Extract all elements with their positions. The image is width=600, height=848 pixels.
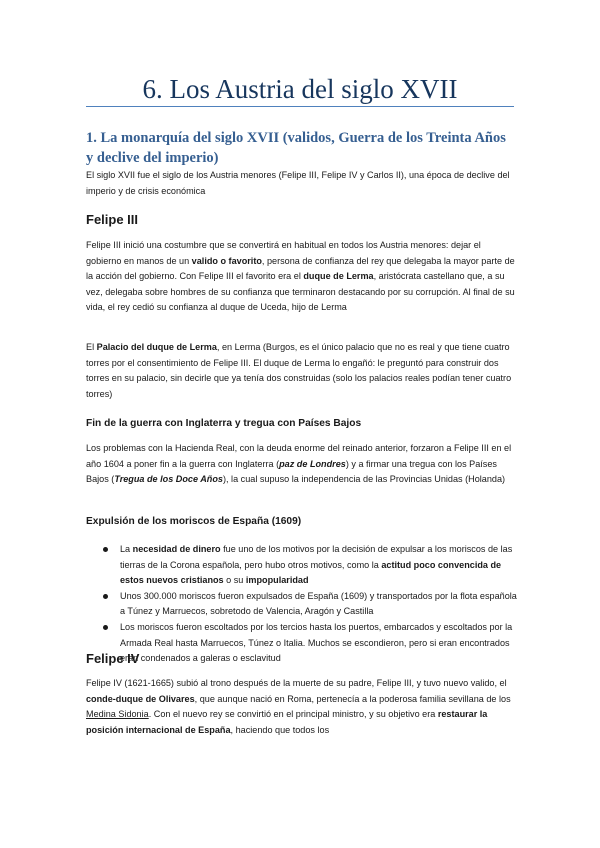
heading-felipe-iii: Felipe III [86, 212, 139, 227]
expulsion-bullet-list [86, 542, 518, 667]
term-palacio-lerma: Palacio del duque de Lerma [96, 342, 217, 352]
heading-fin-guerra: Fin de la guerra con Inglaterra y tregua con Países Bajos [86, 418, 362, 429]
paragraph-felipe-iv: Felipe IV (1621-1665) subió al trono después de la muerte de su padre, Felipe III, y tuvo nuevo valido, el conde-duque de Olivares, que aunque nació en Roma, pertenecía a la poderosa familia sevillana de los Medina Sidonia. Con el nuevo rey se convirtió en el principal ministro, y su objetivo era restaurar la posición internacional de España, haciendo que todos los [86, 678, 511, 735]
paragraph-fin-guerra: Los problemas con la Hacienda Real, con la deuda enorme del reinado anterior, forzaron a Felipe III en el año 1604 a poner fin a la guerra con Inglaterra (paz de Londres) y a firmar una tregua con los Países Bajos (Tregua de los Doce Años), la cual supuso la independencia de las Provincias Unidas (Holanda) [86, 443, 512, 485]
bullet-icon [103, 625, 108, 630]
heading-felipe-iv: Felipe IV [86, 651, 140, 666]
term-restaurar-posicion: restaurar la posición internacional de España [86, 709, 488, 735]
paragraph-palacio-lerma: El Palacio del duque de Lerma, en Lerma (Burgos, es el único palacio que no es real y que tiene cuatro torres por el consentimiento de Felipe III. El duque de Lerma lo engañó: le preguntó para construir dos torres en su palacio, sin decirle que ya tenía dos construidas (solo los palacios reales podían tener cuatro torres) [86, 342, 512, 399]
term-duque-lerma: duque de Lerma [303, 271, 374, 282]
list-item: Los moriscos fueron escoltados por los tercios hasta los puertos, embarcados y escoltados por la Armada Real hasta Marruecos, Túnez o Italia. Muchos se escondieron, pero si eran encontrados eran condenados a galeras o esclavitud [86, 620, 518, 667]
bullet-icon [103, 594, 108, 599]
list-item: La necesidad de dinero fue uno de los motivos por la decisión de expulsar a los moriscos de las tierras de la Corona española, pero hubo otros motivos, como la actitud poco convencida de estos nuevos cristianos o su impopularidad [86, 542, 518, 589]
title-underline [86, 106, 514, 107]
term-paz-londres: paz de Londres [279, 458, 346, 469]
term-medina-sidonia: Medina Sidonia [86, 709, 149, 720]
term-tregua-doce-anos: Tregua de los Doce Años [114, 474, 223, 485]
term-olivares: conde-duque de Olivares [86, 693, 195, 704]
heading-expulsion-moriscos: Expulsión de los moriscos de España (1609) [86, 516, 302, 527]
page-title: 6. Los Austria del siglo XVII [142, 74, 458, 104]
paragraph-felipe-iii-valido: Felipe III inició una costumbre que se convertirá en habitual en todos los Austria menores: dejar el gobierno en manos de un valido o favorito, persona de confianza del rey que delegaba la mayor parte de la acción del gobierno. Con Felipe III el favorito era el duque de Lerma, aristócrata castellano que, a su vez, delegaba sobre hombres de su confianza que terminaron destacando por su corrupción. Al final de su vida, el rey cedió su confianza al duque de Uceda, hijo de Lerma [86, 240, 515, 313]
bullet-icon [103, 547, 108, 552]
section-intro: El siglo XVII fue el siglo de los Austria menores (Felipe III, Felipe IV y Carlos II), una época de declive del imperio y de crisis económica [86, 170, 510, 196]
term-valido: valido o favorito [191, 255, 262, 266]
list-item: Unos 300.000 moriscos fueron expulsados de España (1609) y transportados por la flota española a Túnez y Marruecos, sobretodo de Valencia, Aragón y Castilla [86, 589, 518, 620]
section-heading-monarquia: 1. La monarquía del siglo XVII (validos, Guerra de los Treinta Años y declive del imperio) [86, 130, 506, 166]
